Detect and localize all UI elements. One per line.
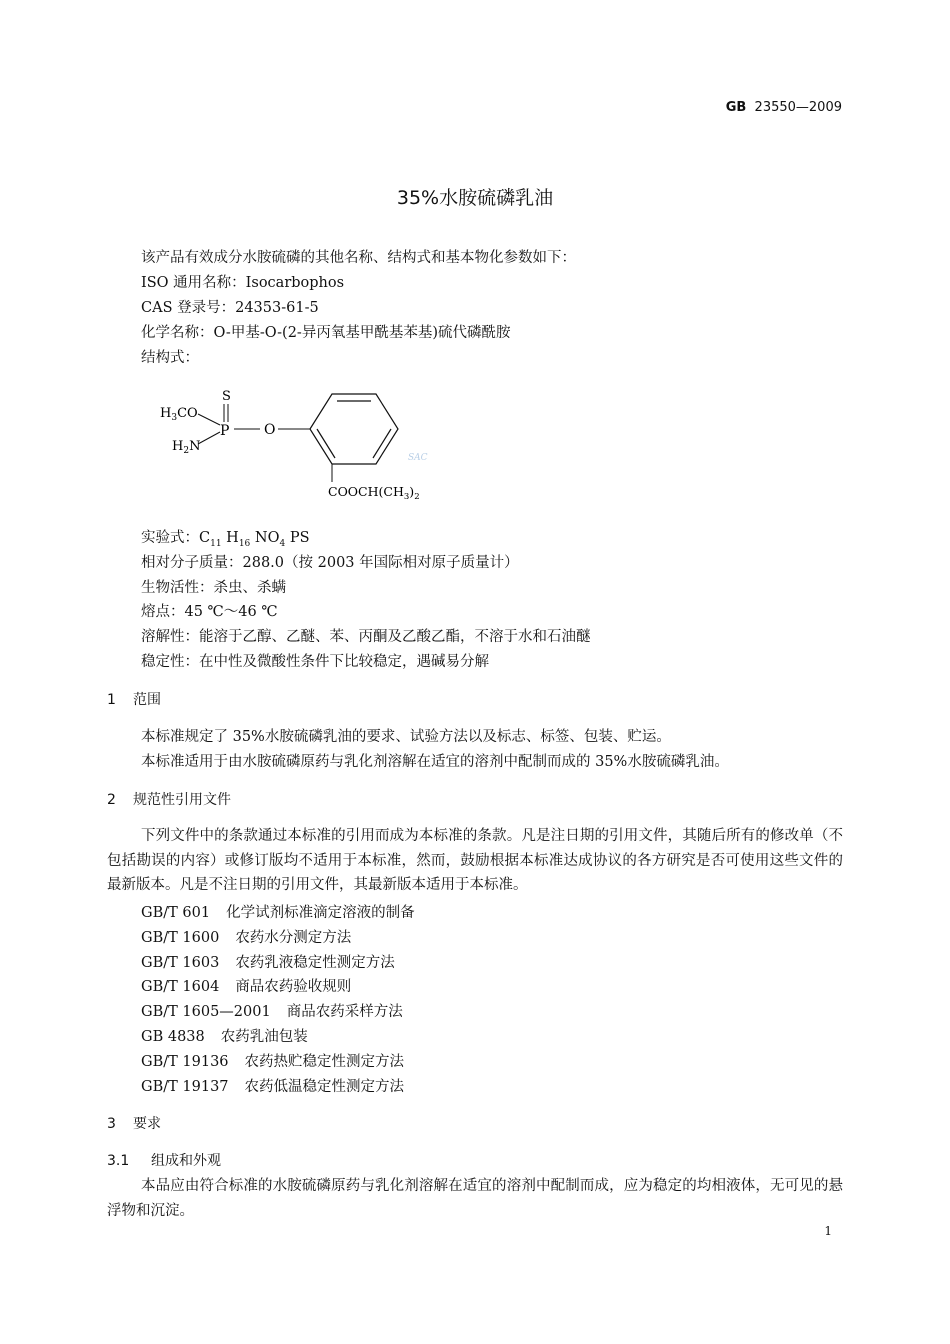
structural-formula <box>150 382 450 512</box>
intro-lead: 该产品有效成分水胺硫磷的其他名称、结构式和基本物化参数如下： <box>141 250 576 266</box>
section-3-1-heading: 3.1 组成和外观 <box>107 1153 221 1169</box>
methoxy-bond <box>198 414 220 425</box>
sac-watermark: SAC <box>408 453 428 463</box>
phosphorus-atom: P <box>220 423 230 439</box>
reference-item: GB/T 1600 农药水分测定方法 <box>141 930 352 946</box>
section-1-heading: 1 范围 <box>107 692 161 708</box>
amino-group: $H_2N$ <box>172 439 201 456</box>
amino-bond <box>198 432 220 444</box>
empirical-formula: 实验式：$C_{11}$ $H_{16}$ $NO_4$ PS <box>141 530 310 549</box>
methoxy-group: $H_3CO$ <box>160 406 198 423</box>
melting-point: 熔点：45 ℃～46 ℃ <box>141 604 278 620</box>
reference-item: GB/T 19136 农药热贮稳定性测定方法 <box>141 1054 405 1070</box>
sulfur-atom: S <box>222 389 231 404</box>
reference-item: GB/T 601 化学试剂标准滴定溶液的制备 <box>141 905 415 921</box>
solubility: 溶解性：能溶于乙醇、乙醚、苯、丙酮及乙酸乙酯，不溶于水和石油醚 <box>141 629 591 645</box>
stability: 稳定性：在中性及微酸性条件下比较稳定，遇碱易分解 <box>141 654 489 670</box>
reference-item: GB/T 1605—2001 商品农药采样方法 <box>141 1004 403 1020</box>
bioactivity: 生物活性：杀虫、杀螨 <box>141 580 286 596</box>
reference-item: GB/T 19137 农药低温稳定性测定方法 <box>141 1079 405 1095</box>
reference-item: GB/T 1604 商品农药验收规则 <box>141 979 352 995</box>
structure-label: 结构式： <box>141 350 199 366</box>
standard-number <box>726 100 842 115</box>
benzene-ring <box>310 394 398 464</box>
oxygen-atom: O <box>264 422 276 438</box>
iso-name: ISO 通用名称：Isocarbophos <box>141 275 345 291</box>
section-2-heading: 2 规范性引用文件 <box>107 792 231 808</box>
section-3-heading: 3 要求 <box>107 1116 161 1132</box>
cas-number: CAS 登录号：24353-61-5 <box>141 300 319 316</box>
section-1-para-2: 本标准适用于由水胺硫磷原药与乳化剂溶解在适宜的溶剂中配制而成的 35%水胺硫磷乳油。 <box>141 754 729 770</box>
standard-prefix: GB <box>725 100 747 115</box>
ester-group: $COOCH(CH_3)_2$ <box>328 484 420 502</box>
section-2-para: 下列文件中的条款通过本标准的引用而成为本标准的条款。凡是注日期的引用文件，其随后所有的修改单（不包括勘误的内容）或修订版均不适用于本标准，然而，鼓励根据本标准达成协议的各方研究是否可使用这些文件的最新版本。凡是不注日期的引用文件，其最新版本适用于本标准。 <box>107 828 843 893</box>
molecular-weight: 相对分子质量：288.0（按 2003 年国际相对原子质量计） <box>141 555 519 571</box>
document-title: 35%水胺硫磷乳油 <box>396 187 554 209</box>
reference-item: GB 4838 农药乳油包装 <box>141 1029 308 1045</box>
chemical-name: 化学名称：O-甲基-O-(2-异丙氧基甲酰基苯基)硫代磷酰胺 <box>141 325 511 341</box>
section-1-para-1: 本标准规定了 35%水胺硫磷乳油的要求、试验方法以及标志、标签、包装、贮运。 <box>141 729 671 745</box>
standard-code: 23550—2009 <box>754 100 842 115</box>
section-3-1-para: 本品应由符合标准的水胺硫磷原药与乳化剂溶解在适宜的溶剂中配制而成，应为稳定的均相液体，无可见的悬浮物和沉淀。 <box>107 1178 843 1219</box>
reference-item: GB/T 1603 农药乳液稳定性测定方法 <box>141 955 395 971</box>
page-number: 1 <box>824 1224 832 1238</box>
